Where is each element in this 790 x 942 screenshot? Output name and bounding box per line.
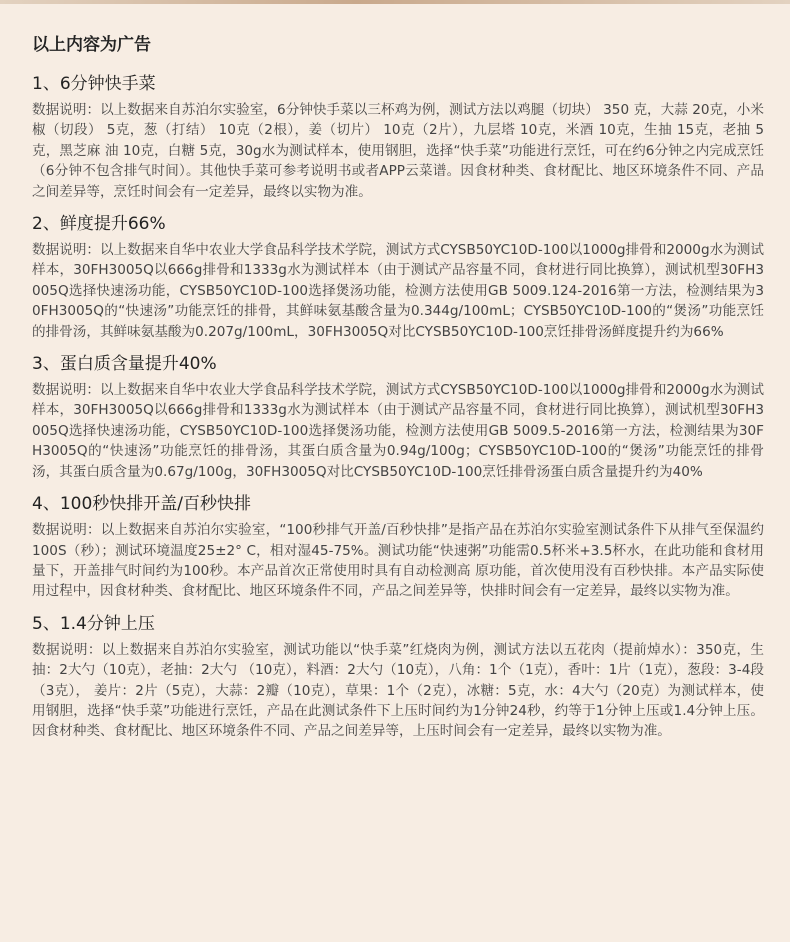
top-decorative-band — [0, 0, 790, 4]
section-title: 1、6分钟快手菜 — [32, 74, 156, 94]
section-freshness — [32, 212, 764, 342]
section-quick-dish — [32, 72, 764, 202]
section-body: 数据说明：以上数据来自华中农业大学食品科学技术学院，测试方式CYSB50YC10D-100以1000g排骨和2000g水为测试样本，30FH3005Q以666g排骨和1333g水为测试样本（由于测试产品容量不同，食材进行同比换算），测试机型30FH3005Q选择快速汤功能，CYSB50YC10D-100选择煲汤功能，检测方法使用GB 5009.5-2016第一方法，检测结果为30FH3005Q的“快速汤”功能烹饪的排骨汤，其蛋白质含量为0.94g/100g；CYSB50YC10D-100的“煲汤”功能烹饪的排骨汤，其蛋白质含量为0.67g/100g，30FH3005Q对比CYSB50YC10D-100烹饪排骨汤蛋白质含量提升约为40% — [32, 382, 764, 480]
section-title: 5、1.4分钟上压 — [32, 613, 155, 634]
section-protein — [32, 352, 764, 482]
section-body: 数据说明：以上数据来自苏泊尔实验室，测试功能以“快手菜”红烧肉为例，测试方法以五花肉（提前焯水）：350克，生抽：2大勺（10克），老抽：2大勺 （10克），料酒：2大勺（10克），八角：1个（1克），香叶：1片（1克），葱段：3-4段（3克）， 姜片：2片（5克），大蒜：2瓣（10克），草果：1个（2克），冰糖：5克，水：4大勺（20克）为测试样本，使用钢胆，选择“快手菜”功能进行烹饪，产品在此测试条件下上压时间约为1分钟24秒，约等于1分钟上压或1.4分钟上压。因食材种类、食材配比、地区环境条件不同、产品之间差异等，上压时间会有一定差异，最终以实物为准。 — [32, 641, 764, 740]
section-pressure-up — [32, 612, 764, 742]
page-title: 以上内容为广告 — [32, 35, 151, 55]
section-title: 4、100秒快排开盖/百秒快排 — [32, 494, 251, 515]
section-fast-exhaust — [32, 492, 764, 602]
section-title: 2、鲜度提升66% — [32, 214, 166, 235]
section-body: 数据说明：以上数据来自华中农业大学食品科学技术学院，测试方式CYSB50YC10D-100以1000g排骨和2000g水为测试样本，30FH3005Q以666g排骨和1333g水为测试样本（由于测试产品容量不同，食材进行同比换算），测试机型30FH3005Q选择快速汤功能，CYSB50YC10D-100选择煲汤功能，检测方法使用GB 5009.124-2016第一方法，检测结果为30FH3005Q的“快速汤”功能烹饪的排骨，其鲜味氨基酸含量为0.344g/100mL；CYSB50YC10D-100的“煲汤”功能烹饪的排骨汤，其鲜味氨基酸为0.207g/100mL，30FH3005Q对比CYSB50YC10D-100烹饪排骨汤鲜度提升约为66% — [32, 242, 764, 340]
section-title: 3、蛋白质含量提升40% — [32, 354, 217, 375]
section-body: 数据说明：以上数据来自苏泊尔实验室，6分钟快手菜以三杯鸡为例，测试方法以鸡腿（切块） 350 克，大蒜 20克，小米椒（切段） 5克，葱（打结） 10克（2根），姜（切片） 10克（2片），九层塔 10克，米酒 10克，生抽 15克，老抽 5克，黑芝麻 油 10克，白糖 5克，30g水为测试样本，使用钢胆，选择“快手菜”功能进行烹饪，可在约6分钟之内完成烹饪（6分钟不包含排气时间）。其他快手菜可参考说明书或者APP云菜谱。因食材种类、食材配比、地区环境条件不同、产品之间差异等，烹饪时间会有一定差异，最终以实物为准。 — [32, 102, 764, 200]
section-body: 数据说明：以上数据来自苏泊尔实验室，“100秒排气开盖/百秒快排”是指产品在苏泊尔实验室测试条件下从排气至保温约100S（秒）；测试环境温度25±2° C，相对湿45-75%。测试功能“快速粥”功能需0.5杯米+3.5杯水，在此功能和食材用量下，开盖排气时间约为100秒。本产品首次正常使用时具有自动检测高 原功能，首次使用没有百秒快排。本产品实际使用过程中，因食材种类、食材配比、地区环境条件不同，产品之间差异等，快排时间会有一定差异，最终以实物为准。 — [32, 522, 764, 600]
ad-disclaimer-document — [32, 32, 764, 752]
